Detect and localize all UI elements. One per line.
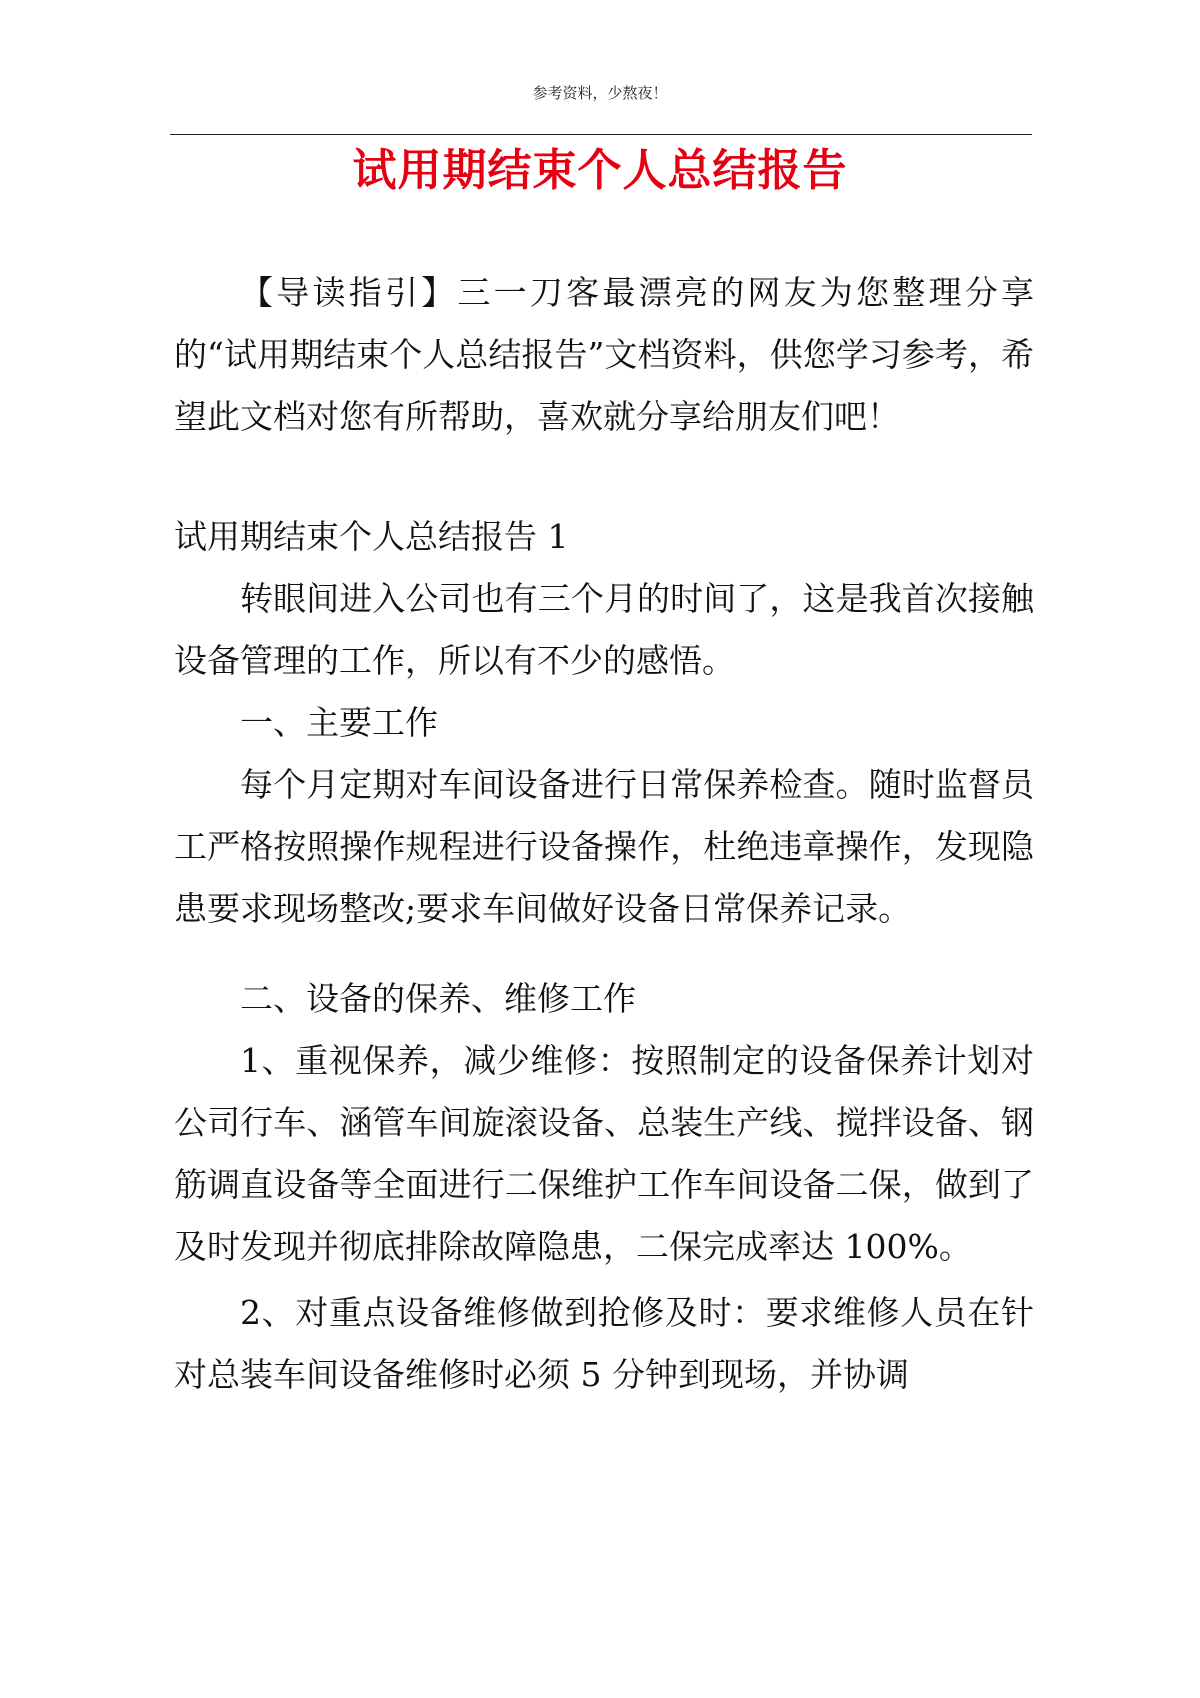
header-divider	[170, 134, 1032, 135]
paragraph-main-work: 每个月定期对车间设备进行日常保养检查。随时监督员工严格按照操作规程进行设备操作，杜绝违章操作，发现隐患要求现场整改;要求车间做好设备日常保养记录。	[174, 765, 1034, 928]
document-title: 试用期结束个人总结报告	[352, 145, 848, 196]
paragraph-maintenance-1: 1、重视保养，减少维修：按照制定的设备保养计划对公司行车、涵管车间旋滚设备、总装生产线、搅拌设备、钢筋调直设备等全面进行二保维护工作车间设备二保，做到了及时发现并彻底排除故障隐患，二保完成率达 100%。	[174, 1041, 1034, 1266]
document-body	[174, 262, 1034, 1406]
heading-main-work: 一、主要工作	[240, 703, 438, 742]
section-title: 试用期结束个人总结报告 1	[174, 517, 569, 556]
heading-maintenance: 二、设备的保养、维修工作	[240, 979, 636, 1018]
paragraph-intro-work: 转眼间进入公司也有三个月的时间了，这是我首次接触设备管理的工作，所以有不少的感悟。	[174, 579, 1034, 680]
header-note: 参考资料，少熬夜！	[532, 84, 668, 102]
intro-paragraph: 【导读指引】三一刀客最漂亮的网友为您整理分享的“试用期结束个人总结报告”文档资料，供您学习参考，希望此文档对您有所帮助，喜欢就分享给朋友们吧！	[174, 273, 1034, 436]
paragraph-maintenance-2: 2、对重点设备维修做到抢修及时：要求维修人员在针对总装车间设备维修时必须 5 分钟到现场，并协调	[174, 1293, 1034, 1394]
